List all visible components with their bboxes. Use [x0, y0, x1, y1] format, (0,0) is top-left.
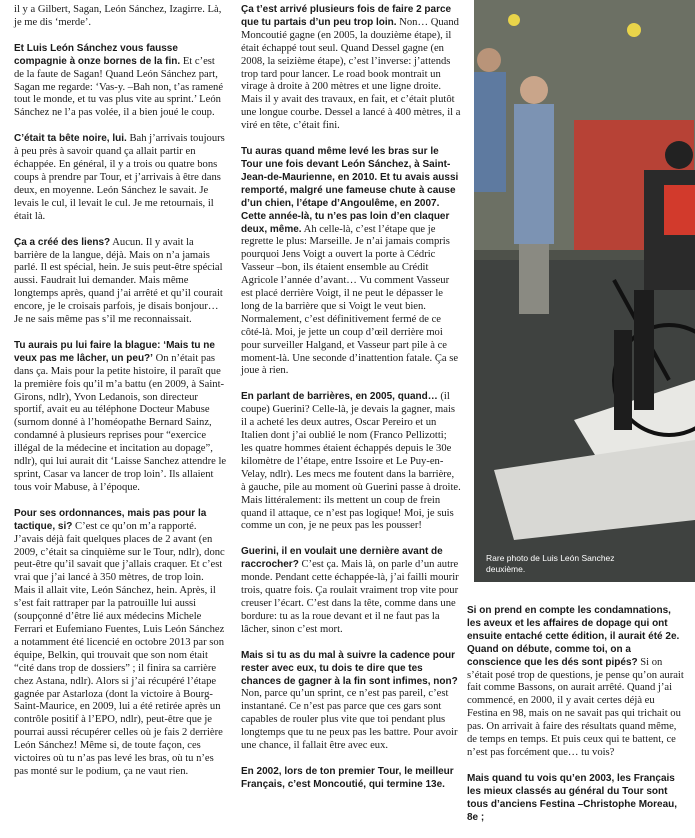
article-paragraph — [241, 391, 461, 533]
interview-question: Ça t’est arrivé plusieurs fois de faire 2 parce que tu partais d’un peu trop loin. — [241, 4, 452, 28]
interview-question: Mais quand tu vois qu’en 2003, les Français les mieux classés au général du Tour sont tous d’anciens Festina –Christophe Moreau, 8e ; — [467, 772, 678, 823]
article-column-2 — [241, 4, 461, 805]
interview-question: Et Luis León Sánchez vous fausse compagnie à onze bornes de la fin. — [14, 42, 181, 67]
interview-answer: Aucun. Il y avait la barrière de la langue, déjà. Mais on n’a jamais parlé. Il est spécial, hein. Je suis peut-être spécial aussi. Faudrait lui demander. Mais même longtemps après, quand j’ai arrêté et qu’il courait encore, je le croisais parfois, je disais bonjour… Je ne sais même pas s’il me reconnaissait. — [14, 236, 223, 326]
article-paragraph — [467, 605, 687, 760]
interview-question: En parlant de barrières, en 2005, quand… — [241, 391, 438, 403]
interview-question: En 2002, lors de ton premier Tour, le meilleur Français, c’est Moncoutié, qui termine 13e. — [241, 765, 454, 790]
interview-answer: C’est ça. Mais là, on parle d’un autre monde. Pendant cette échappée-là, j’ai failli mourir trois, quatre fois. Ça roulait vraiment trop vite pour creuser l’écart. C’est dans la tête, comme dans une bordure: tu as la roue devant et il ne faut pas la lâcher, sinon c’est mort. — [241, 559, 459, 635]
interview-answer: On n’était pas dans ça. Mais pour la petite histoire, il paraît que la première fois qu’il m’a battu (en 2009, à Saint-Girons, ndlr), Yvon Ledanois, son directeur sportif, avait eu au téléphone Docteur Mabuse (surnom donné à l’homéopathe Bernard Sainz, condamné à plusieurs reprises pour “exercice illégal de la médecine et incitation au dopage”, ndlr), qui lui aurait dit ‘Laisse Sanchez attendre le sprint, Casar va lancer de trop loin’. Ils allaient tous voir Mabuse, à l’époque. — [14, 352, 227, 493]
article-paragraph — [14, 340, 227, 495]
interview-answer: C’est ce qu’on m’a rapporté. J’avais déjà fait quelques places de 2 avant (en 2009, c’était sa cinquième sur le Tour, ndlr), donc peut-être qu’il savait que j’allais craquer. Et c’est vrai que j’ai lancé à 350 mètres, de trop loin. Mais il allait vite, León Sánchez, hein. Après, il s’est fait rattraper par la patrouille lui aussi (soupçonné d’être lié aux médecins Michele Ferrari et Eufemiano Fuentes, Luis León Sánchez a notamment été licencié en octobre 2013 par son équipe, Belkin, qui trouvait que son nom était “cité dans trop de dossiers” ; il finira sa carrière chez Astana, ndlr). Alors si j’ai récupéré l’étape gagnée par Astarloza (dont la victoire à Bourg-Saint-Maurice, en 2009, lui a été retirée après un contrôle positif à l’EPO, ndlr), peut-être que je pourrai aussi récupérer celles où je fais 2 derrière León Sánchez! Même si, de toute façon, ces victoires où tu n’as pas levé les bras, où tu n’es pas monté sur le podium, ça ne vaut rien. — [14, 520, 225, 777]
article-paragraph — [241, 650, 461, 753]
article-paragraph — [14, 133, 227, 223]
article-paragraph — [467, 773, 687, 825]
photo-caption: Rare photo de Luis León Sanchez deuxième. — [486, 553, 615, 574]
interview-question: Ça a créé des liens? — [14, 236, 111, 248]
cycling-photo — [474, 0, 695, 582]
article-paragraph — [241, 146, 461, 378]
interview-question: Si on prend en compte les condamnations, les aveux et les affaires de dopage qui ont ensuite entaché cette édition, il aurait été 2e. Quand on débute, comme toi, on a conscience que les dés sont pipés? — [467, 605, 680, 668]
interview-question: Pour ses ordonnances, mais pas pour la tactique, si? — [14, 507, 207, 532]
interview-question: C’était ta bête noire, lui. — [14, 133, 127, 145]
interview-answer: (il coupe) Guerini? Celle-là, je devais la gagner, mais il a acheté les deux autres, Oscar Pereiro et un Italien dont j’ai oublié le nom (Franco Pellizotti; les quatre hommes étaient échappés depuis le 30e kilomètre de l’étape, entre Issoire et Le Puy-en-Velay, ndlr). Les mecs me foutent dans la barrière, à gauche, pile au moment où Guerini passe à droite. Mais littéralement: ils mettent un coup de frein quand il attaque, ce n’est pas logique! Moi, je suis comme un con, je ne peux pas les pousser! — [241, 391, 461, 532]
article-paragraph — [241, 4, 461, 133]
article-paragraph — [14, 508, 227, 779]
article-paragraph — [14, 4, 227, 30]
interview-question: Guerini, il en voulait une dernière avant de raccrocher? — [241, 546, 443, 571]
article-column-3 — [467, 605, 687, 838]
interview-question: Tu auras quand même levé les bras sur le Tour une fois devant León Sánchez, à Saint-Jean-de-Maurienne, en 2010. Et tu avais aussi remporté, malgré une fameuse chute à cause d’un chien, l’étape d’Angoulême, en 2007. Cette année-là, tu n’es pas loin d’en claquer deux, même. — [241, 146, 459, 235]
article-paragraph — [14, 237, 227, 327]
cyclist-illustration — [474, 0, 695, 582]
interview-answer: Bah j’arrivais toujours à peu près à savoir quand ça allait partir en échappée. En général, il y a trois ou quatre bons coups à prendre par Tour, et j’arrivais à être dans deux, en moyenne. León Sánchez le savait. Je levais le cul, il levait le cul. Je me retournais, il était là. — [14, 133, 225, 222]
article-column-1 — [14, 4, 227, 792]
interview-question: Tu aurais pu lui faire la blague: ‘Mais tu ne veux pas me lâcher, un peu?’ — [14, 339, 215, 364]
article-paragraph — [241, 546, 461, 636]
interview-answer: Non… Quand Moncoutié gagne (en 2005, la douzième étape), il était échappé tout seul. Quand Dessel gagne (en 2008, la seizième étape), c’est l’inverse: j’attends trop tard pour lancer. Le road book montrait un virage à droite à 200 mètres et une ligne droite. Mais il y avait des travaux, en fait, et c’était plutôt une longue courbe. Dessel a lancé à 400 mètres, il a viré en tête, c’était fini. — [241, 16, 461, 132]
interview-answer: il y a Gilbert, Sagan, León Sánchez, Izagirre. Là, je me dis ‘merde’. — [14, 4, 222, 28]
article-paragraph — [241, 766, 461, 792]
interview-answer: Et c’est de la faute de Sagan! Quand León Sánchez part, Sagan me regarde: ‘Vas-y. –Bah non, t’as ramené tout le monde, et tu vas plus vite au sprint.’ León Sánchez ne l’a pas volée, il a bien joué le coup. — [14, 55, 224, 119]
interview-answer: Si on s’était posé trop de questions, je pense qu’on aurait fait comme Bassons, on aurait arrêté. Quand j’ai commencé, en 2000, il y avait certes déjà eu Festina en 98, mais on ne savait pas qui trichait ou pas. On arrivait à faire des résultats quand même, de temps en temps. Et puis ceux qui te battent, ce n’est pas forcément que… tu vois? — [467, 656, 684, 758]
interview-answer: Non, parce qu’un sprint, ce n’est pas pareil, c’est instantané. Ce n’est pas parce que ces gars sont capables de rouler plus vite que toi pendant plus longtemps que tu ne peux pas les battre. Pour avoir une chance, il fallait être avec eux. — [241, 688, 458, 752]
interview-question: Mais si tu as du mal à suivre la cadence pour rester avec eux, tu dois te dire que tes chances de gagner à la fin sont infimes, non? — [241, 649, 458, 687]
article-paragraph — [14, 43, 227, 120]
interview-answer: Ah celle-là, c’est l’étape que je regrette le plus: Marseille. Je n’ai jamais compris pourquoi Jens Voigt a ouvert la porte à Cédric Vasseur –bon, ils étaient ensemble au Crédit Agricole l’année d’avant… Vu comment Vasseur est placé derrière Voigt, il ne peut le dépasser le long de la barrière que si Voigt le veut bien. Normalement, c’est définitivement fermé de ce côté-là. Moi, je jette un coup d’œil derrière moi pour surveiller Halgand, et Vasseur part pile à ce moment-là. Une seconde d’inattention fatale. Ça se joue à rien. — [241, 223, 459, 377]
